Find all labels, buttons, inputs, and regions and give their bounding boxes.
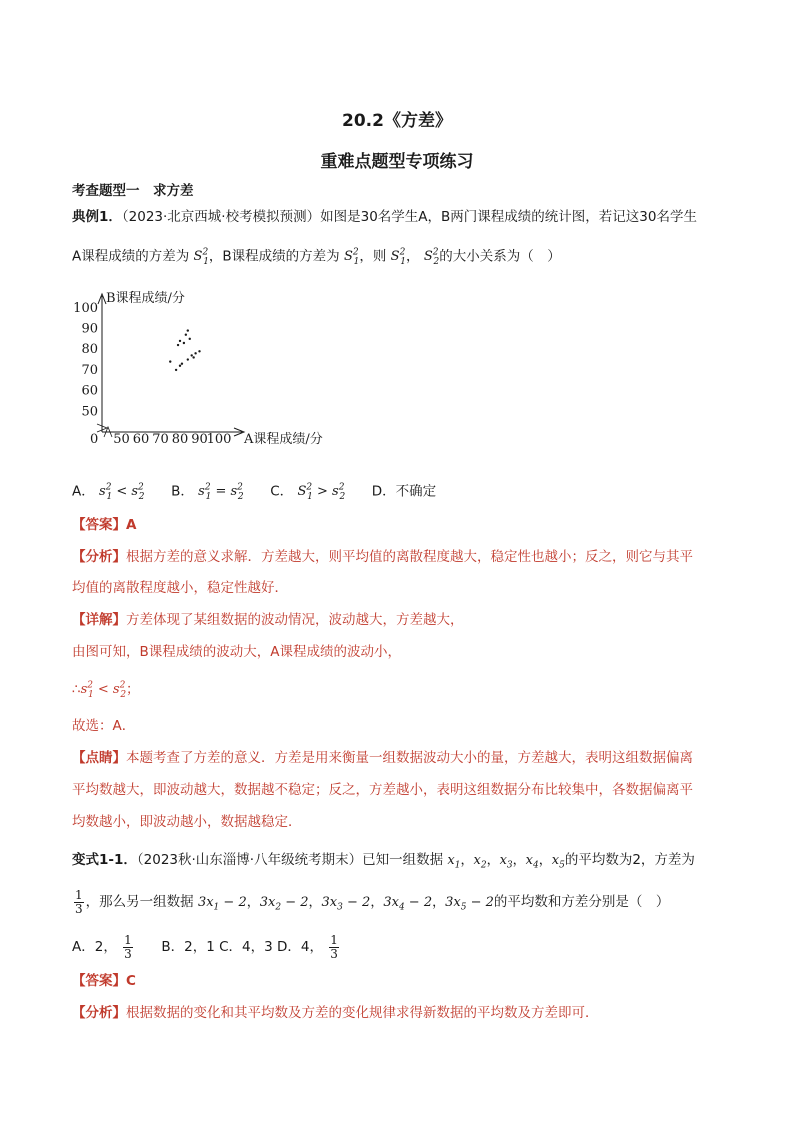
variant-option-a: A．2， — [72, 939, 117, 955]
variant-text2b: 的平均数和方差分别是（ ） — [493, 894, 670, 910]
data-point — [179, 340, 181, 342]
variant1-line1 — [72, 850, 732, 876]
comment1-line3: 均数越小，即波动越小，数据越稳定． — [72, 814, 302, 830]
fraction-one-third: $\frac{1}{3}$ — [75, 887, 83, 916]
variant-text1a: 已知一组数据 — [362, 852, 444, 868]
transformed-variable: $3x_4 - 2$ — [383, 895, 433, 913]
answer2 — [72, 971, 732, 991]
detail1-line4: 故选：A． — [72, 718, 136, 734]
comment-text-1: 本题考查了方差的意义．方差是用来衡量一组数据波动大小的量，方差越大，表明这组数据偏离 — [126, 750, 693, 766]
math-s2-squared-b: $S^2_2$ — [423, 248, 440, 267]
analysis2-text: 根据数据的变化和其平均数及方差的变化规律求得新数据的平均数及方差即可． — [126, 1005, 599, 1021]
analysis1-line2: 均值的离散程度越小，稳定性越好． — [72, 580, 288, 596]
transformed-variable: $3x_3 - 2$ — [321, 895, 371, 913]
data-point — [189, 338, 191, 340]
comment-tag: 【点睛】 — [72, 750, 126, 766]
example1-source: （2023·北京西城·校考模拟预测） — [121, 209, 321, 225]
analysis-text-1: 根据方差的意义求解．方差越大，则平均值的离散程度越大，稳定性也越小；反之，则它与其平 — [126, 549, 693, 565]
document-subtitle: 重难点题型专项练习 — [320, 152, 474, 172]
data-point — [179, 365, 181, 367]
answer-tag: 【答案】 — [72, 517, 126, 533]
data-variable: $x_5$ — [551, 853, 565, 871]
data-point — [169, 360, 171, 362]
detail-tag: 【详解】 — [72, 612, 126, 628]
option-c-expr: $S^2_1 > s^2_2$ — [297, 483, 346, 502]
y-tick-label: 100 — [73, 300, 98, 316]
example1-text2c: ，则 — [359, 248, 387, 265]
data-point — [198, 350, 200, 352]
example1-text2a: A课程成绩的方差为 — [72, 248, 190, 265]
option-c-label: C． — [270, 483, 294, 500]
variant-text1b: 的平均数为2，方差为 — [564, 852, 695, 868]
data-point — [181, 362, 183, 364]
option-b-label: B． — [171, 483, 194, 500]
option-a-expr: $s^2_1 < s^2_2$ — [99, 483, 145, 502]
variant1-line2 — [72, 884, 732, 920]
x-tick-label: 90 — [191, 432, 208, 447]
y-tick-label: 50 — [81, 404, 98, 420]
example1-options — [72, 478, 732, 507]
x-tick-label: 50 — [113, 432, 130, 447]
data-variable: $x_4$ — [525, 853, 539, 871]
therefore-symbol: ∴ — [72, 681, 81, 698]
detail-expr: $s^2_1 < s^2_2$ — [80, 681, 127, 700]
data-variable: $x_3$ — [499, 853, 513, 871]
data-variable: $x_1$ — [447, 853, 461, 871]
example1-label: 典例1． — [72, 209, 122, 225]
y-tick-label: 70 — [81, 362, 98, 378]
y-axis-label: B课程成绩/分 — [106, 291, 185, 306]
x-tick-label: 80 — [171, 432, 189, 447]
x-tick-label: 60 — [132, 432, 150, 447]
x-tick-label: 100 — [206, 432, 232, 447]
data-point — [194, 352, 196, 354]
scatter-chart — [72, 284, 334, 456]
variant-text2a: ，那么另一组数据 — [85, 894, 194, 910]
example1-line1 — [72, 207, 732, 227]
document-title: 20.2《方差》 — [342, 111, 452, 131]
analysis-tag: 【分析】 — [72, 549, 126, 565]
y-tick-label: 60 — [81, 383, 98, 399]
example1-text2e: 的大小关系为（ ） — [439, 248, 561, 265]
option-a-fraction: $\frac{1}{3}$ — [124, 932, 132, 961]
data-point — [183, 342, 185, 344]
detail1-line1 — [72, 610, 732, 630]
x-axis-label: A课程成绩/分 — [244, 432, 323, 447]
x-tick-label: 70 — [152, 432, 169, 447]
variant-options-bcd: B．2，1 C．4，3 D．4， — [161, 939, 323, 955]
math-s1-squared-b: $S^2_1$ — [390, 248, 407, 267]
detail-semicolon: ； — [126, 681, 140, 698]
detail-text-1: 方差体现了某组数据的波动情况，波动越大，方差越大， — [126, 612, 464, 628]
variant-source: （2023秋·山东淄博·八年级统考期末） — [136, 852, 363, 868]
example1-line2 — [72, 243, 732, 272]
option-d-fraction: $\frac{1}{3}$ — [330, 932, 338, 961]
option-d-text: 不确定 — [395, 483, 437, 500]
data-point — [187, 329, 189, 331]
data-point — [187, 358, 189, 360]
example1-text2d: ， — [406, 248, 420, 265]
data-point — [191, 354, 193, 356]
detail1-line2: 由图可知，B课程成绩的波动大，A课程成绩的波动小， — [72, 644, 401, 660]
example1-text1: 如图是30名学生A，B两门课程成绩的统计图，若记这30名学生 — [320, 209, 697, 225]
answer-value: A — [126, 517, 137, 533]
math-s1-squared: $S^2_1$ — [193, 248, 209, 267]
detail1-line3 — [72, 676, 732, 705]
data-point — [185, 334, 187, 336]
origin-label: 0 — [90, 432, 99, 447]
option-a-label: A． — [72, 483, 95, 500]
transformed-data-list: $3x_1 - 2$，$3x_2 - 2$，$3x_3 - 2$，$3x_4 - 2$，$3x_5 - 2$ — [197, 895, 494, 913]
example1-text2b: ，B课程成绩的方差为 — [208, 248, 340, 265]
transformed-variable: $3x_5 - 2$ — [445, 895, 494, 913]
answer2-tag: 【答案】 — [72, 973, 126, 989]
answer1 — [72, 515, 732, 535]
answer2-value: C — [126, 973, 136, 989]
comment1-line1 — [72, 748, 732, 768]
data-point — [175, 369, 177, 371]
option-d-label: D． — [371, 483, 396, 500]
variant-label: 变式1-1． — [72, 852, 137, 868]
comment1-line2: 平均数越大，即波动越大，数据越不稳定；反之，方差越小，表明这组数据分布比较集中，各数据偏离平 — [72, 782, 693, 798]
section-heading: 考查题型一 求方差 — [72, 183, 194, 199]
y-tick-label: 80 — [81, 342, 98, 358]
analysis2 — [72, 1003, 732, 1023]
data-variable: $x_2$ — [473, 853, 487, 871]
analysis2-tag: 【分析】 — [72, 1005, 126, 1021]
data-x-list: $x_1$，$x_2$，$x_3$，$x_4$，$x_5$ — [447, 853, 565, 871]
math-s2-squared: $S^2_1$ — [343, 248, 360, 267]
transformed-variable: $3x_2 - 2$ — [259, 895, 309, 913]
y-tick-label: 90 — [81, 321, 98, 337]
data-point — [192, 356, 194, 358]
variant1-options — [72, 930, 732, 964]
transformed-variable: $3x_1 - 2$ — [197, 895, 247, 913]
analysis1-line1 — [72, 547, 732, 567]
option-b-expr: $s^2_1 = s^2_2$ — [198, 483, 244, 502]
data-point — [177, 344, 179, 346]
